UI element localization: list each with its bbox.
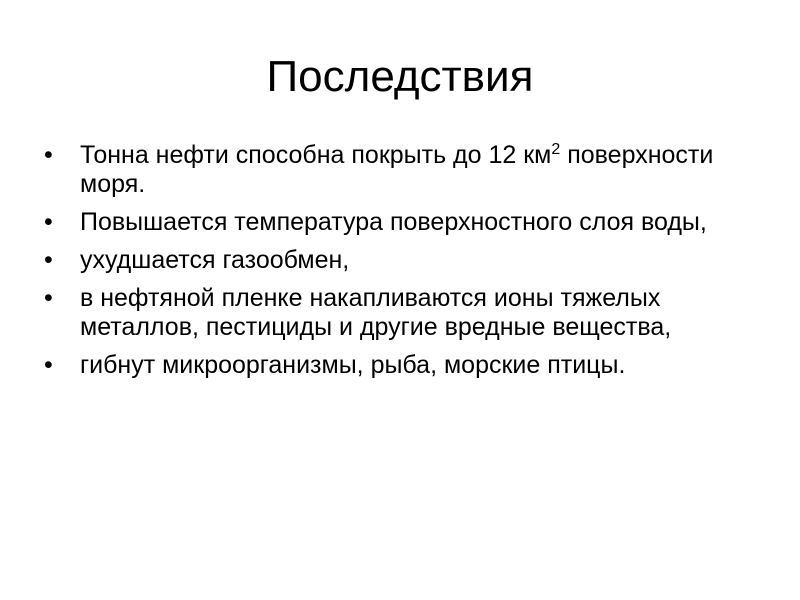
bullet-text: гибнут микроорганизмы, рыба, морские птицы. bbox=[80, 351, 626, 379]
bullet-text: в нефтяной пленке накапливаются ионы тяжелых металлов, пестициды и другие вредные вещества, bbox=[80, 284, 672, 341]
bullet-marker: • bbox=[44, 284, 53, 312]
slide-title: Последствия bbox=[266, 52, 534, 101]
superscript: 2 bbox=[551, 141, 561, 158]
bullet-text: ухудшается газообмен, bbox=[80, 246, 350, 274]
bullet-item-4 bbox=[44, 284, 734, 342]
bullet-item-5 bbox=[44, 351, 734, 380]
bullet-item-3 bbox=[44, 246, 734, 275]
bullet-marker: • bbox=[44, 141, 53, 169]
bullet-marker: • bbox=[44, 351, 53, 379]
bullet-item-1 bbox=[44, 141, 734, 199]
bullet-list bbox=[44, 141, 734, 389]
bullet-text-continued: поверхности моря. bbox=[80, 141, 714, 198]
bullet-text: Тонна нефти способна покрыть до 12 км bbox=[80, 141, 552, 169]
bullet-item-2 bbox=[44, 208, 734, 237]
bullet-marker: • bbox=[44, 208, 53, 236]
bullet-text: Повышается температура поверхностного слоя воды, bbox=[80, 208, 707, 236]
bullet-marker: • bbox=[44, 246, 53, 274]
